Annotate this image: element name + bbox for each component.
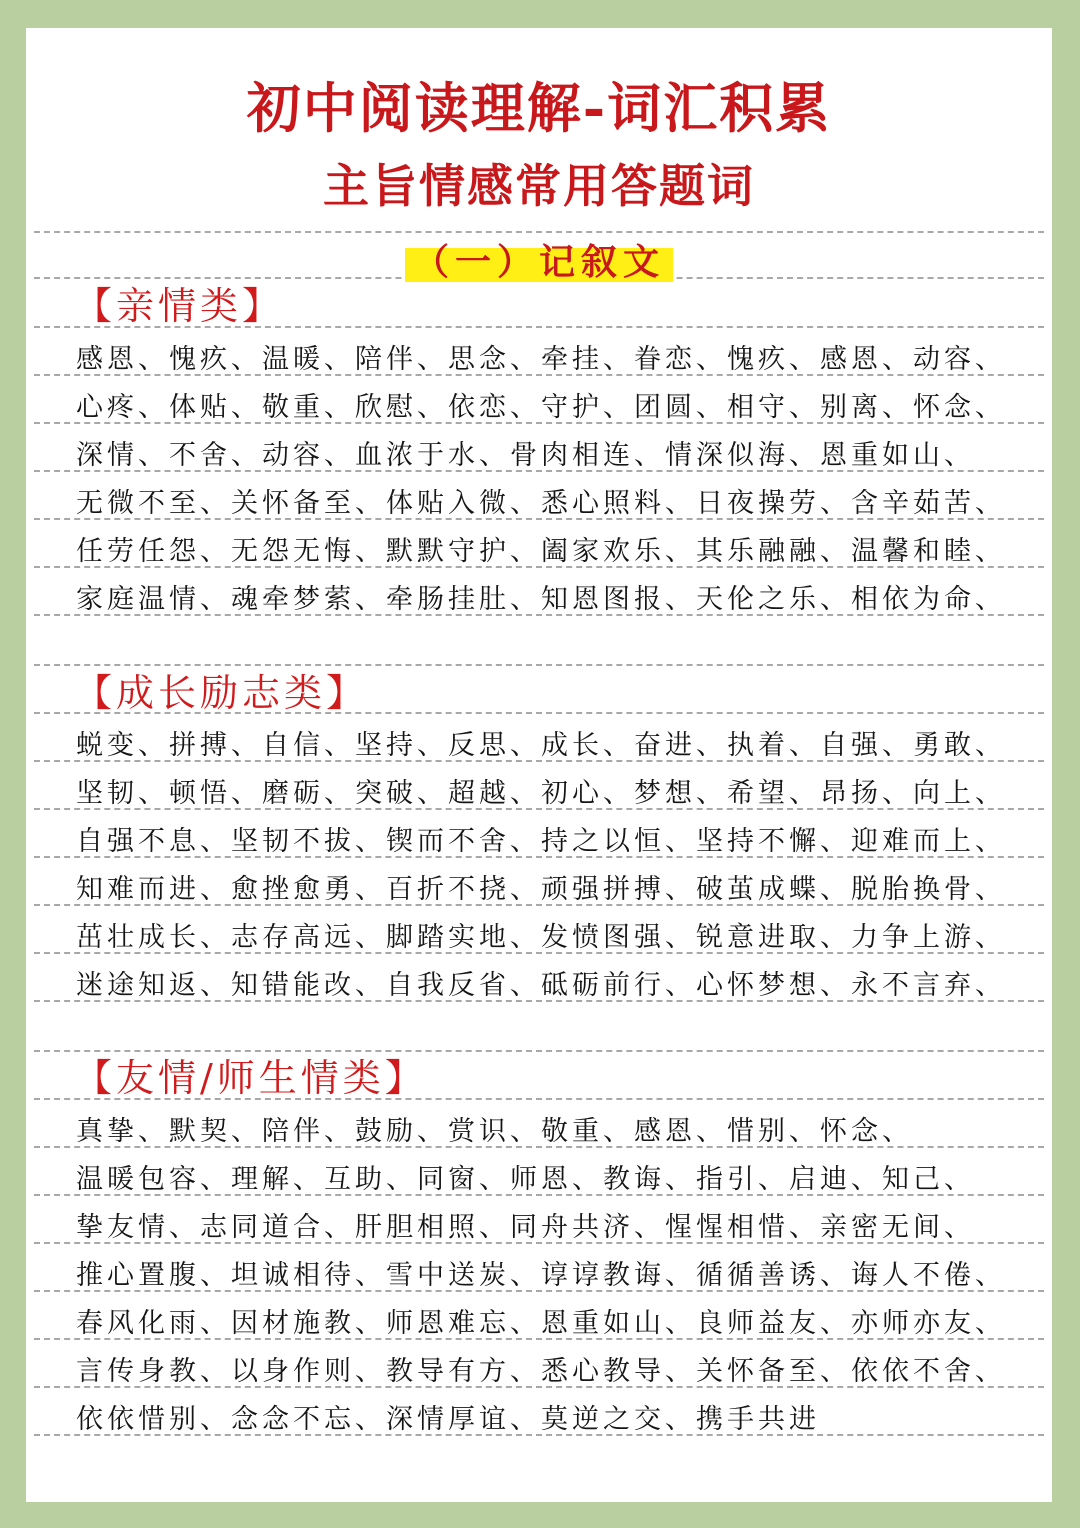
page-paper	[26, 28, 1052, 1502]
word-line: 深情、不舍、动容、血浓于水、骨肉相连、情深似海、恩重如山、	[76, 440, 975, 471]
word-line: 推心置腹、坦诚相待、雪中送炭、谆谆教诲、循循善诱、诲人不倦、	[76, 1260, 1006, 1291]
page-subtitle: 主旨情感常用答题词	[323, 159, 755, 213]
subheading-text: （一）记叙文	[412, 241, 665, 283]
word-line: 坚韧、顿悟、磨砺、突破、超越、初心、梦想、希望、昂扬、向上、	[76, 778, 1006, 809]
rule-line	[34, 1050, 1044, 1052]
category-heading-family: 【亲情类】	[74, 284, 285, 328]
subheading-wrap	[26, 238, 1052, 286]
word-line: 言传身教、以身作则、教导有方、悉心教导、关怀备至、依依不舍、	[76, 1356, 1006, 1387]
rule-line	[34, 231, 1044, 233]
word-line: 感恩、愧疚、温暖、陪伴、思念、牵挂、眷恋、愧疚、感恩、动容、	[76, 344, 1006, 375]
word-line: 任劳任怨、无怨无悔、默默守护、阖家欢乐、其乐融融、温馨和睦、	[76, 536, 1006, 567]
word-line: 真挚、默契、陪伴、鼓励、赏识、敬重、感恩、惜别、怀念、	[76, 1116, 913, 1147]
word-line: 心疼、体贴、敬重、欣慰、依恋、守护、团圆、相守、别离、怀念、	[76, 392, 1006, 423]
word-line: 自强不息、坚韧不拔、锲而不舍、持之以恒、坚持不懈、迎难而上、	[76, 826, 1006, 857]
page-title: 初中阅读理解-词汇积累	[246, 76, 832, 140]
word-line: 依依惜别、念念不忘、深情厚谊、莫逆之交、携手共进	[76, 1404, 820, 1435]
word-line: 茁壮成长、志存高远、脚踏实地、发愤图强、锐意进取、力争上游、	[76, 922, 1006, 953]
word-line: 家庭温情、魂牵梦萦、牵肠挂肚、知恩图报、天伦之乐、相依为命、	[76, 584, 1006, 615]
rule-line	[34, 664, 1044, 666]
category-heading-growth: 【成长励志类】	[74, 671, 369, 715]
word-line: 无微不至、关怀备至、体贴入微、悉心照料、日夜操劳、含辛茹苦、	[76, 488, 1006, 519]
category-heading-friendship: 【友情/师生情类】	[74, 1056, 427, 1100]
word-line: 春风化雨、因材施教、师恩难忘、恩重如山、良师益友、亦师亦友、	[76, 1308, 1006, 1339]
word-line: 蜕变、拼搏、自信、坚持、反思、成长、奋进、执着、自强、勇敢、	[76, 730, 1006, 761]
word-line: 迷途知返、知错能改、自我反省、砥砺前行、心怀梦想、永不言弃、	[76, 970, 1006, 1001]
word-line: 挚友情、志同道合、肝胆相照、同舟共济、惺惺相惜、亲密无间、	[76, 1212, 975, 1243]
section-subheading	[405, 238, 673, 286]
word-line: 知难而进、愈挫愈勇、百折不挠、顽强拼搏、破茧成蝶、脱胎换骨、	[76, 874, 1006, 905]
word-line: 温暖包容、理解、互助、同窗、师恩、教诲、指引、启迪、知己、	[76, 1164, 975, 1195]
